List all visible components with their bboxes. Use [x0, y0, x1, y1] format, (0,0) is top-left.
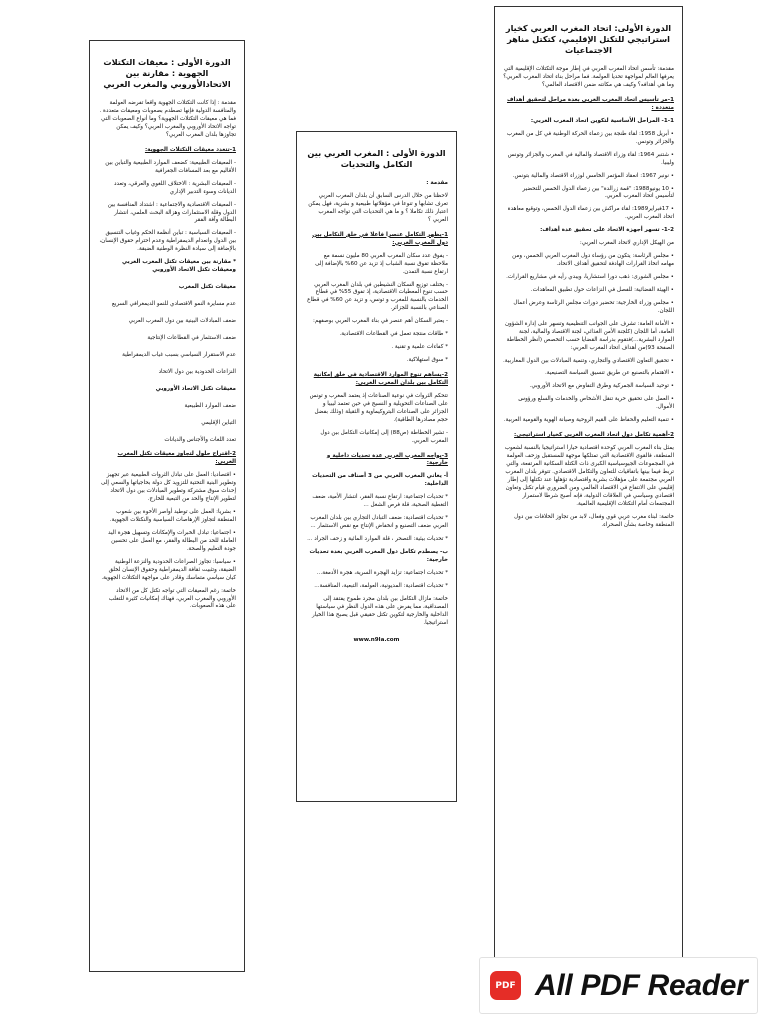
page-title: الدورة الأولى : المغرب العربي بين التكامل والتحديات	[307, 148, 446, 170]
paragraph: خاتمة: لبناء مغرب عربي قوي وفعال، لابد من تجاوز الخلافات بين دول المنطقة وخاصة بشأن الصحراء.	[514, 513, 674, 528]
paragraph: التباين الإقليمي	[201, 419, 236, 426]
paragraph: 2-اقتراح حلول لتجاوز معيقات تكتل المغرب العربي:	[117, 451, 236, 466]
paragraph: • اقتصاديا: العمل على تبادل الثروات الطبيعية عبر تجهيز وتطوير البنية التحتية للتزويد كل دولة بحاجياتها والسعي إلى إحداث سوق مشتركة وتطوير المبادلات بين دول الاتحاد لتطوير الإنتاج والحد من التبعية للخارج.	[101, 472, 236, 503]
page-body	[98, 100, 236, 611]
paragraph: * طاقات منتجة تعمل في القطاعات الاقتصادية.	[339, 331, 448, 338]
paragraph: عدم مسايرة النمو الاقتصادي للنمو الديمغرافي السريع	[111, 301, 236, 307]
paragraph: • الأمانة العامة: تشرف على الجوانب التنظيمية وتسهر على إدارة الشؤون العامة، أما اللجان (كلجنة الأمن الغذائي، لجنة الاقتصاد والمالية، لجنة الموارد البشرية...)فتقوم بدراسة القضايا حسب التخصص (أنظر الخطاطة الصفحة 93)من أهداف اتحاد المغرب العربي:	[504, 320, 674, 351]
paragraph: مقدمة :	[426, 180, 448, 187]
pdf-logo-icon: PDF	[490, 971, 521, 1000]
page-body	[305, 180, 448, 627]
paragraph: • بشريا: العمل على توطيد أواصر الأخوة بين شعوب المنطقة لتجاوز الإرهاصات السياسية والنكتلات الجهوية.	[109, 509, 236, 523]
paragraph: 1-مر تأسيس اتحاد المغرب العربي بعدة مراحل لتحقيق أهداف متعددة :	[507, 97, 674, 111]
document-page-left	[89, 40, 245, 972]
paragraph: ضعف الموارد الطبيعية	[184, 402, 236, 409]
paragraph: - يعتبر السكان أهم عنصر في بناء المغرب العربي بوصفهم:	[312, 318, 448, 325]
paragraph: • 10 يونيو1988: "قمة زرالدة" بين زعماء الدول الخمس للتحضير لتأسيس اتحاد المغرب العربي.	[522, 185, 674, 200]
page-footer-url: www.n9la.com	[353, 637, 400, 644]
app-badge[interactable]	[479, 957, 758, 1014]
paragraph: 1-يظهر التكامل عنصرا فاعلا في خلق التكامل بين دول المغرب العربي:	[312, 231, 448, 246]
paragraph: 1-2- تسهر أجهزة الاتحاد على تحقيق عدة أهداف:	[540, 227, 674, 234]
paragraph: • شتنبر 1964: لقاء وزراء الاقتصاد والمالية في المغرب والجزائر وتونس وليبيا.	[507, 151, 674, 166]
paragraph: أ- يعاني المغرب العربي من 3 أصناف من التحديات الداخلية:	[312, 473, 448, 488]
paragraph: معيقات تكتل الاتحاد الأوروبي	[155, 385, 236, 392]
paragraph: • تحقيق التعاون الاقتصادي والتجاري، وتنمية المبادلات بين الدول المغاربية.	[503, 357, 674, 364]
paragraph: • سياسيا: تجاوز الصراعات الحدودية والنزعة الوطنية الضيقة، وتثبيت ثقافة الديمقراطية وحقوق الإنسان لخلق كيان سياسي متماسك وقادر على مواجهة التكتلات الجهوية.	[101, 558, 236, 581]
paragraph: • تنمية التعليم والحفاظ على القيم الروحية وصيانة الهوية والقومية العربية.	[503, 417, 674, 424]
page-title: الدورة الأولى : معيقات التكتلات الجهوية : مقارنة بين الاتحادالأوروبي والمغرب العربي	[103, 57, 231, 90]
paragraph: مقدمة: تأسس اتحاد المغرب العربي في إطار موجة التكتلات الإقليمية التي يعرفها العالم لمواجهة تحديا العولمة. فما مراحل بناء اتحاد المغرب العربي؟ وما هي أهدافه؟ وكيف هي مكانته ضمن الاقتصاد العالمي؟	[503, 66, 674, 89]
page-title: الدورة الأولى: اتحاد المغرب العربي كخيار استراتيجي للتكتل الإقليمي، كتكتل مناهر الاجتماعيات	[505, 23, 672, 56]
paragraph: تعدد اللغات والأجناس والديانات	[164, 436, 236, 443]
paragraph: ضعف الاستثمار في القطاعات الإنتاجية	[147, 334, 236, 341]
paragraph: خاتمة: مازال التكامل بين بلدان مجرد طموح يفتقد إلى المصداقية، مما يفرض على هذه الدول النظر في سياستها الداخلية والخارجية لتكوين تكتل حقيقي قبل يصبح هذا الخيار استراتيجيا.	[311, 595, 448, 626]
paragraph: * سوق استهلاكية.	[406, 357, 448, 364]
paragraph: * تحديات اجتماعية: ارتفاع نسبة الفقر، انتشار الأمية، ضعف التغطية الصحية، قلة فرص الشغل ...	[312, 494, 448, 509]
paragraph: * مقارنة بين معيقات تكتل المغرب العربي ومعيقات تكتل الاتحاد الأوروبي	[121, 259, 236, 274]
app-name: All PDF Reader	[535, 968, 748, 1002]
page-body	[503, 66, 674, 529]
paragraph: • الاهتمام بالتصنيع عن طريق تنسيق السياسة التصنيعية.	[545, 370, 674, 377]
paragraph: - يختلف توزيع السكان النشيطين في بلدان المغرب العربي حسب تنوع المعطيات الاقتصادية، إذ تفوق 55% في قطاع الخدمات بالنسبة للمغرب و تونس، و تزيد عن 60% في قطاع الصناعي بالنسبة للجزائر.	[307, 281, 448, 312]
paragraph: - المعيقات الطبيعية: كضعف الموارد الطبيعية والتباين بين الأقاليم مع بعد المسافات الجغرافية	[105, 159, 236, 174]
paragraph: ب- يصطدم تكامل دول المغرب العربي بعدة تحديات خارجية:	[309, 548, 448, 563]
paragraph: ضعف المبادلات البينية بين دول المغرب العربي	[128, 317, 236, 324]
paragraph: معيقات تكتل المغرب	[178, 284, 236, 291]
paragraph: تتحكم الثروات في نوعية الصناعات إذ يعتمد المغرب و تونس على الصناعات التحويلية و النسيج في حين تعتمد ليبيا و الجزائر على الصناعات البتروكيماوية و الثقيلة (وذلك بفضل حجم مصادرها الطاقية).	[309, 392, 448, 423]
paragraph: لاحظنا من خلال الدرس السابق أن بلدان المغرب العربي تعرف تشابها و تنوعا في مؤهلاتها طبيعية و بشرية، فهل يمكن اعتبار ذلك تكاملا ؟ و ما هي التحديات التي تواجه المغرب العربي ؟	[308, 193, 448, 223]
paragraph: * تحديات اجتماعية: تزايد الهجرة السرية، هجرة الأدمغة...	[316, 569, 448, 576]
paragraph: • 17فبراير1989: لقاء مراكش بين زعماء الدول الخمس، وتوقيع معاهدة اتحاد المغرب العربي.	[507, 206, 674, 221]
paragraph: - المعيقات البشرية : الاختلاف اللغوي والعرقي، وتعدد الديانات وسوء التدبير الإداري	[114, 180, 236, 195]
document-page-right	[494, 6, 683, 964]
paragraph: - المعيقات السياسية : تباين أنظمة الحكم وغياب التنسيق بين الدول وانعدام الديمقراطية وعدم احترام حقوق الإنسان، بالإضافة إلى سيادة النظرة الوطنية الضيقة.	[99, 230, 236, 253]
paragraph: • مجلس الشورى: ذهب دورا استشاريا، ويبدي رأيه في مشاريع القرارات.	[506, 274, 674, 280]
paragraph: من الهيكل الإداري لاتحاد المغرب العربي:	[579, 240, 674, 247]
paragraph: * تحديات بيئية: التصحر ، قلة الموارد المائية و زحف الجراد ...	[307, 536, 448, 542]
paragraph: مقدمة : إذا كانت التكتلات الجهوية واقعا تفرضه العولمة والمنافسة الدولية فإنها تصطدم بصعوبات ومعيقات متعددة . فما هي معيقات التكتلات الجهوية؟ وما أنواع الصعوبات التي تواجه الاتحاد الأوروبي والمغرب العربي؟ وكيف يمكن تجاوزها بلدان المغرب العربي؟	[99, 100, 236, 138]
paragraph: النزاعات الحدودية بين دول الاتحاد	[158, 368, 236, 375]
paragraph: - يفوق عدد سكان المغرب العربي 80 مليون نسمة مع ملاحظة تفوق نسبة الشباب إذ تزيد عن 60% بالإضافة إلى ارتفاع نسبة التمدن.	[315, 252, 448, 275]
paragraph: * تحديات اقتصادية: ضعف التبادل التجاري بين بلدان المغرب العربي ضعف التصنيع و انخفاض الإنتاج مع نقص الاستثمار ...	[310, 515, 448, 530]
paragraph: • العمل على تحقيق حرية تنقل الأشخاص والخدمات والسلع ورؤوس الأموال.	[518, 396, 674, 411]
paragraph: * كفاءات علمية و تقنية .	[391, 344, 448, 351]
paragraph: • مجلس وزراء الخارجية: تحضير دورات مجلس الرئاسة وعرض أعمال اللجان.	[513, 299, 674, 314]
paragraph: 2-يساهم تنوع الموارد الاقتصادية في خلق إمكانية التكامل بين بلدان المغرب العربي:	[313, 372, 448, 386]
paragraph: • الهيئة القضائية: للفصل في النزاعات حول تطبيق المعاهدات.	[530, 286, 674, 293]
paragraph: - تشير الخطاطة (ص88) إلى إمكانيات التكامل بين دول المغرب العربي.	[320, 429, 448, 444]
paragraph: 3-يواجه المغرب العربي عدة تحديات داخلية و خارجية:	[326, 452, 448, 467]
paragraph: * تحديات اقتصادية: المديونية، العولمة، التبعية، المنافسة...	[314, 582, 448, 589]
paragraph: خاتمة: رغم المعيقات التي تواجه تكتل كل من الاتحاد الأوروبي والمغرب العربي، فهناك إمكانيات كثيرة للتغلب على هذه الصعوبات.	[108, 587, 236, 610]
paragraph: يمثل بناء المغرب العربي كوحدة اقتصادية خيارا استراتيجيا بالنسبة لشعوب المنطقة، فالقوى الاقتصادية التي تمتلكها موجهة للمستقبل وزحف العولمة في المجموعات الجيوسياسية الكبرى ذات الكتلة السكانية المرتفعة، والتي تربط فيما بينها باتفاقيات للتعاون والتكامل الاقتصادي. تتوفر بلدان المغرب العربي مجتمعة على مؤهلات بشرية واقتصادية تؤهلها عند تكتلها إلى إطار إقليمي على الانتفاع في الاقتصاد العالمي ومن الضروري قيام تكتل وتعاون اقتصادي وسياسي في العلاقات الدولية، فإنه أصبح شرطا لاستمرار المجتمعات أمام التكتلات الإقليمية العالمية.	[504, 445, 674, 507]
paragraph: • مجلس الرئاسة: يتكون من رؤساء دول المغرب العربي الخمس، ومن مهامه اتخاذ القرارات الهادفة لتحقيق أهداف الاتحاد.	[512, 253, 674, 268]
paragraph: 2-أهمية تكامل دول اتحاد المغرب العربي كخيار استراتيجي:	[514, 432, 674, 439]
paragraph: - المعيقات الاقتصادية والاجتماعية : اشتداد المنافسة بين الدول وقلة الاستثمارات وهزالة البحث العلمي، انتشار البطالة وآفة الفقر	[107, 201, 236, 224]
paragraph: 1-تتعدد معيقات التكتلات الجهوية:	[144, 146, 236, 153]
document-page-middle	[296, 131, 457, 802]
paragraph: 1-1- المراحل الأساسية لتكوين اتحاد المغرب العربي:	[530, 117, 674, 124]
paragraph: • نونبر 1967: انعقاد المؤتمر الخامس لوزراء الاقتصاد والمالية بتونس.	[512, 172, 674, 179]
paragraph: • اجتماعيا: تبادل الخبرات والإمكانات وتسهيل هجرة اليد العاملة للحد من البطالة والفقر، مع العمل على تحسين جودة التعليم والصحة.	[108, 529, 236, 552]
paragraph: عدم الاستقرار السياسي بسبب غياب الديمقراطية	[122, 351, 236, 358]
paragraph: • أبريل 1958: لقاء طنجة بين زعماء الحركة الوطنية في كل من المغرب والجزائر وتونس.	[506, 130, 674, 145]
paragraph: • توحيد السياسة الجمركية وطرق التفاوض مع الاتحاد الأوروبي.	[529, 383, 674, 390]
